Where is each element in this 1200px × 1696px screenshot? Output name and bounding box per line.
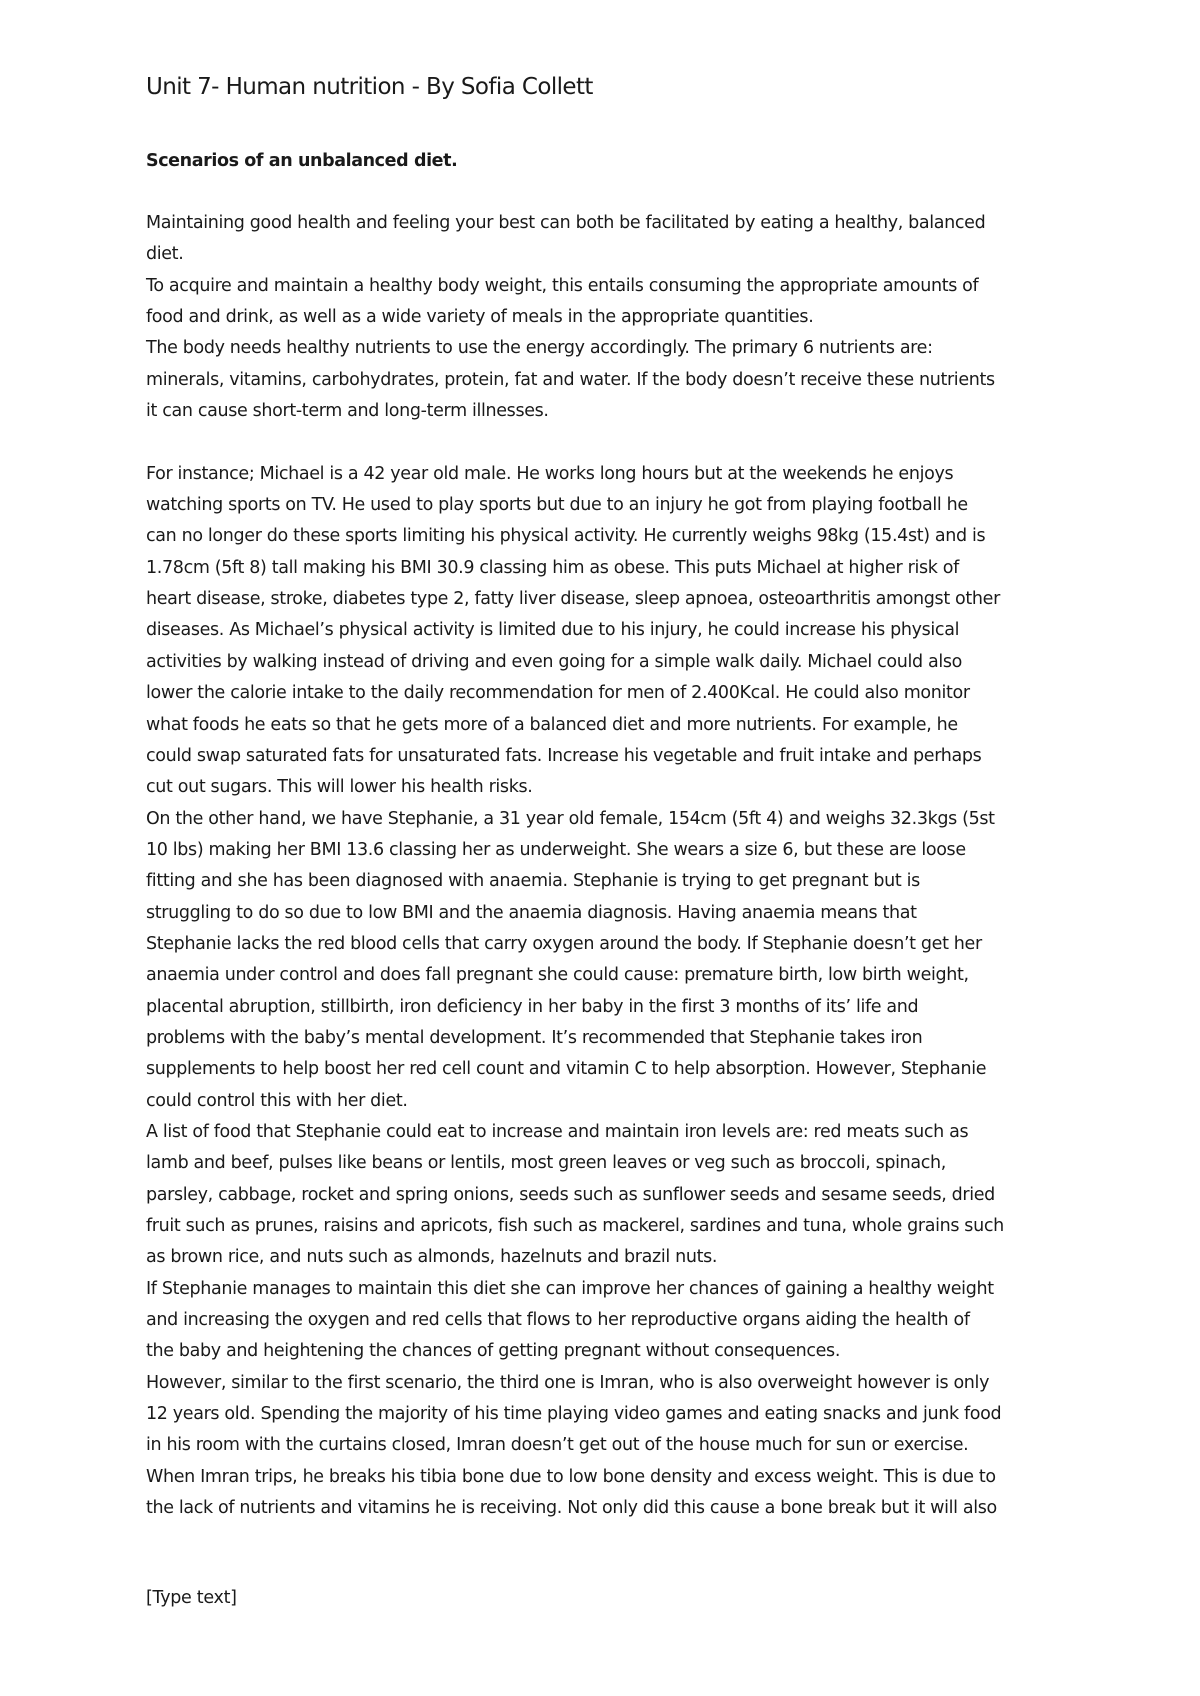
body-line: and increasing the oxygen and red cells that flows to her reproductive organs aiding the health of	[146, 1310, 970, 1331]
body-line: the baby and heightening the chances of getting pregnant without consequences.	[146, 1341, 841, 1362]
body-line: 1.78cm (5ft 8) tall making his BMI 30.9 classing him as obese. This puts Michael at higher risk of	[146, 557, 959, 578]
section-heading: Scenarios of an unbalanced diet.	[146, 151, 458, 171]
body-line: 10 lbs) making her BMI 13.6 classing her as underweight. She wears a size 6, but these are loose	[146, 839, 966, 860]
body-line: the lack of nutrients and vitamins he is receiving. Not only did this cause a bone break but it will also	[146, 1498, 997, 1519]
body-line: struggling to do so due to low BMI and the anaemia diagnosis. Having anaemia means that	[146, 902, 917, 923]
body-line: fruit such as prunes, raisins and apricots, fish such as mackerel, sardines and tuna, whole grains such	[146, 1216, 1004, 1236]
body-line	[146, 427, 1066, 458]
body-line: can no longer do these sports limiting his physical activity. He currently weighs 98kg (15.4st) and is	[146, 526, 986, 547]
body-line: could control this with her diet.	[146, 1090, 408, 1111]
body-line: However, similar to the first scenario, the third one is Imran, who is also overweight however is only	[146, 1372, 990, 1393]
body-line: To acquire and maintain a healthy body weight, this entails consuming the appropriate amounts of	[146, 275, 979, 296]
body-line: If Stephanie manages to maintain this diet she can improve her chances of gaining a healthy weight	[146, 1278, 994, 1299]
body-line: anaemia under control and does fall pregnant she could cause: premature birth, low birth weight,	[146, 965, 969, 986]
footer-placeholder: [Type text]	[146, 1588, 237, 1608]
body-line: heart disease, stroke, diabetes type 2, fatty liver disease, sleep apnoea, osteoarthritis amongst other	[146, 589, 1000, 610]
body-line: problems with the baby’s mental development. It’s recommended that Stephanie takes iron	[146, 1027, 923, 1048]
body-line: diseases. As Michael’s physical activity is limited due to his injury, he could increase his physical	[146, 620, 960, 641]
body-line: placental abruption, stillbirth, iron deficiency in her baby in the first 3 months of its’ life and	[146, 996, 919, 1017]
document-title: Unit 7- Human nutrition - By Sofia Collett	[146, 74, 593, 100]
body-line: in his room with the curtains closed, Imran doesn’t get out of the house much for sun or exercise.	[146, 1435, 969, 1456]
body-line: food and drink, as well as a wide variety of meals in the appropriate quantities.	[146, 307, 814, 328]
body-text	[146, 208, 1066, 1524]
body-line: as brown rice, and nuts such as almonds, hazelnuts and brazil nuts.	[146, 1247, 718, 1268]
body-line: lamb and beef, pulses like beans or lentils, most green leaves or veg such as broccoli, spinach,	[146, 1153, 947, 1174]
body-line: watching sports on TV. He used to play sports but due to an injury he got from playing football he	[146, 495, 968, 516]
body-line: what foods he eats so that he gets more of a balanced diet and more nutrients. For example, he	[146, 714, 958, 735]
body-line: A list of food that Stephanie could eat to increase and maintain iron levels are: red meats such as	[146, 1121, 969, 1142]
body-line: Stephanie lacks the red blood cells that carry oxygen around the body. If Stephanie doesn’t get her	[146, 933, 982, 954]
body-line: The body needs healthy nutrients to use the energy accordingly. The primary 6 nutrients are:	[146, 338, 933, 359]
body-line: parsley, cabbage, rocket and spring onions, seeds such as sunflower seeds and sesame seeds, dried	[146, 1184, 995, 1205]
body-line: lower the calorie intake to the daily recommendation for men of 2.400Kcal. He could also monitor	[146, 683, 970, 704]
body-line: it can cause short-term and long-term illnesses.	[146, 401, 549, 422]
body-line: On the other hand, we have Stephanie, a 31 year old female, 154cm (5ft 4) and weighs 32.3kgs (5st	[146, 808, 995, 829]
body-line: 12 years old. Spending the majority of his time playing video games and eating snacks and junk food	[146, 1404, 1002, 1425]
body-line: supplements to help boost her red cell count and vitamin C to help absorption. However, Stephanie	[146, 1059, 987, 1080]
body-line: When Imran trips, he breaks his tibia bone due to low bone density and excess weight. This is due to	[146, 1466, 996, 1487]
body-line: Maintaining good health and feeling your best can both be facilitated by eating a healthy, balanced	[146, 213, 986, 233]
body-line: diet.	[146, 244, 184, 265]
body-line: activities by walking instead of driving and even going for a simple walk daily. Michael could also	[146, 651, 962, 672]
body-line: cut out sugars. This will lower his health risks.	[146, 777, 533, 798]
body-line: could swap saturated fats for unsaturated fats. Increase his vegetable and fruit intake and perhaps	[146, 745, 982, 766]
body-line: fitting and she has been diagnosed with anaemia. Stephanie is trying to get pregnant but is	[146, 871, 920, 892]
body-line: For instance; Michael is a 42 year old male. He works long hours but at the weekends he enjoys	[146, 463, 954, 484]
body-line: minerals, vitamins, carbohydrates, protein, fat and water. If the body doesn’t receive these nutrients	[146, 369, 995, 390]
